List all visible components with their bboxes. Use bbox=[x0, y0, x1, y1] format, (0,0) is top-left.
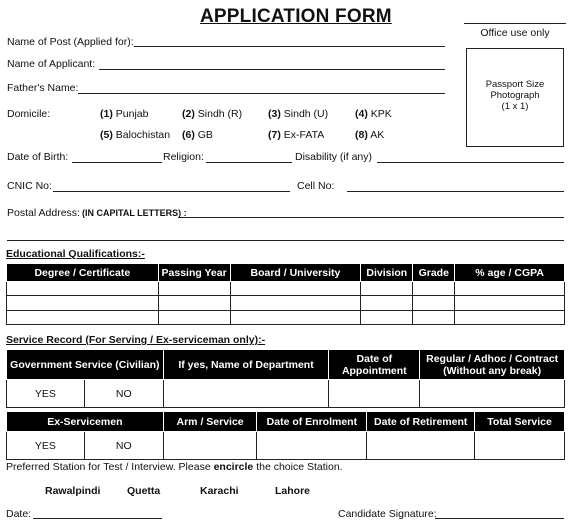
edu-col-division: Division bbox=[361, 264, 413, 282]
table-cell[interactable] bbox=[163, 432, 257, 460]
ex-col-enrolment: Date of Enrolment bbox=[257, 412, 367, 432]
table-cell[interactable] bbox=[361, 282, 413, 296]
domicile-option-6[interactable]: (6) GB bbox=[182, 129, 213, 141]
table-cell[interactable] bbox=[361, 310, 413, 324]
domicile-label: Domicile: bbox=[7, 108, 51, 120]
table-cell[interactable] bbox=[7, 296, 159, 310]
disability-label: Disability (if any) bbox=[295, 151, 373, 163]
form-title: APPLICATION FORM bbox=[200, 6, 392, 27]
table-cell[interactable] bbox=[7, 310, 159, 324]
applicant-input[interactable] bbox=[99, 69, 445, 70]
cnic-input[interactable] bbox=[53, 191, 290, 192]
ex-servicemen-table bbox=[6, 411, 565, 460]
date-input[interactable] bbox=[33, 518, 162, 519]
photo-line-2: Photograph bbox=[490, 90, 540, 101]
ex-col-servicemen: Ex-Servicemen bbox=[7, 412, 164, 432]
table-cell[interactable] bbox=[420, 380, 565, 408]
table-row bbox=[7, 282, 565, 296]
table-row bbox=[7, 432, 565, 460]
svc-col-government: Government Service (Civilian) bbox=[7, 350, 164, 380]
svc-no[interactable]: NO bbox=[84, 380, 163, 408]
signature-input[interactable] bbox=[435, 518, 564, 519]
cnic-label: CNIC No: bbox=[7, 180, 52, 192]
domicile-option-1[interactable]: (1) Punjab bbox=[100, 108, 149, 120]
domicile-option-7[interactable]: (7) Ex-FATA bbox=[268, 129, 325, 141]
svc-col-appointment: Date of Appointment bbox=[329, 350, 420, 380]
cell-input[interactable] bbox=[347, 191, 564, 192]
ex-col-arm: Arm / Service bbox=[163, 412, 257, 432]
table-cell[interactable] bbox=[455, 296, 565, 310]
domicile-option-5[interactable]: (5) Balochistan bbox=[100, 129, 171, 141]
table-cell[interactable] bbox=[367, 432, 475, 460]
edu-col-board: Board / University bbox=[230, 264, 361, 282]
post-input[interactable] bbox=[134, 46, 445, 47]
ex-col-total: Total Service bbox=[475, 412, 565, 432]
postal-label: Postal Address: bbox=[7, 207, 80, 219]
education-table bbox=[6, 263, 565, 325]
table-cell[interactable] bbox=[230, 282, 361, 296]
postal-input-2[interactable] bbox=[7, 240, 564, 241]
dob-label: Date of Birth: bbox=[7, 151, 69, 163]
svc-col-department: If yes, Name of Department bbox=[163, 350, 329, 380]
photo-box[interactable] bbox=[466, 48, 564, 147]
edu-col-cgpa: % age / CGPA bbox=[455, 264, 565, 282]
photo-line-3: (1 x 1) bbox=[501, 101, 529, 112]
ex-col-retirement: Date of Retirement bbox=[367, 412, 475, 432]
preferred-station-text: Preferred Station for Test / Interview. Please encircle the choice Station. bbox=[6, 461, 343, 473]
table-cell[interactable] bbox=[158, 282, 230, 296]
table-cell[interactable] bbox=[163, 380, 329, 408]
table-cell[interactable] bbox=[455, 282, 565, 296]
service-heading: Service Record (For Serving / Ex-serviceman only):- bbox=[6, 334, 266, 346]
station-lahore[interactable]: Lahore bbox=[275, 485, 311, 497]
cell-label: Cell No: bbox=[297, 180, 335, 192]
father-input[interactable] bbox=[78, 93, 445, 94]
photo-line-1: Passport Size bbox=[485, 79, 545, 90]
religion-input[interactable] bbox=[206, 162, 292, 163]
postal-input-1[interactable] bbox=[178, 217, 564, 218]
table-cell[interactable] bbox=[230, 296, 361, 310]
signature-label: Candidate Signature: bbox=[338, 508, 437, 520]
table-cell[interactable] bbox=[329, 380, 420, 408]
svc-col-regular: Regular / Adhoc / Contract (Without any break) bbox=[420, 350, 565, 380]
post-label: Name of Post (Applied for): bbox=[7, 36, 134, 48]
table-cell[interactable] bbox=[475, 432, 565, 460]
edu-col-year: Passing Year bbox=[158, 264, 230, 282]
table-cell[interactable] bbox=[413, 282, 455, 296]
table-row bbox=[7, 380, 565, 408]
office-line bbox=[464, 23, 566, 24]
table-cell[interactable] bbox=[257, 432, 367, 460]
dob-input[interactable] bbox=[72, 162, 162, 163]
table-cell[interactable] bbox=[230, 310, 361, 324]
religion-label: Religion: bbox=[163, 151, 204, 163]
table-row bbox=[7, 310, 565, 324]
father-label: Father's Name: bbox=[7, 82, 79, 94]
domicile-option-3[interactable]: (3) Sindh (U) bbox=[268, 108, 329, 120]
domicile-option-2[interactable]: (2) Sindh (R) bbox=[182, 108, 243, 120]
table-row bbox=[7, 296, 565, 310]
table-cell[interactable] bbox=[413, 310, 455, 324]
table-cell[interactable] bbox=[361, 296, 413, 310]
domicile-option-4[interactable]: (4) KPK bbox=[355, 108, 392, 120]
service-table bbox=[6, 349, 565, 408]
edu-col-grade: Grade bbox=[413, 264, 455, 282]
station-quetta[interactable]: Quetta bbox=[127, 485, 161, 497]
station-karachi[interactable]: Karachi bbox=[200, 485, 239, 497]
svc-yes[interactable]: YES bbox=[7, 380, 85, 408]
table-cell[interactable] bbox=[413, 296, 455, 310]
domicile-option-8[interactable]: (8) AK bbox=[355, 129, 385, 141]
education-heading: Educational Qualifications:- bbox=[6, 248, 145, 260]
date-label: Date: bbox=[6, 508, 32, 520]
table-cell[interactable] bbox=[7, 282, 159, 296]
edu-col-degree: Degree / Certificate bbox=[7, 264, 159, 282]
disability-input[interactable] bbox=[377, 162, 564, 163]
office-use-label: Office use only bbox=[480, 27, 550, 39]
ex-yes[interactable]: YES bbox=[7, 432, 85, 460]
table-cell[interactable] bbox=[455, 310, 565, 324]
table-cell[interactable] bbox=[158, 296, 230, 310]
station-rawalpindi[interactable]: Rawalpindi bbox=[45, 485, 101, 497]
table-cell[interactable] bbox=[158, 310, 230, 324]
postal-note: (IN CAPITAL LETTERS) : bbox=[82, 208, 187, 218]
applicant-label: Name of Applicant: bbox=[7, 58, 96, 70]
ex-no[interactable]: NO bbox=[84, 432, 163, 460]
